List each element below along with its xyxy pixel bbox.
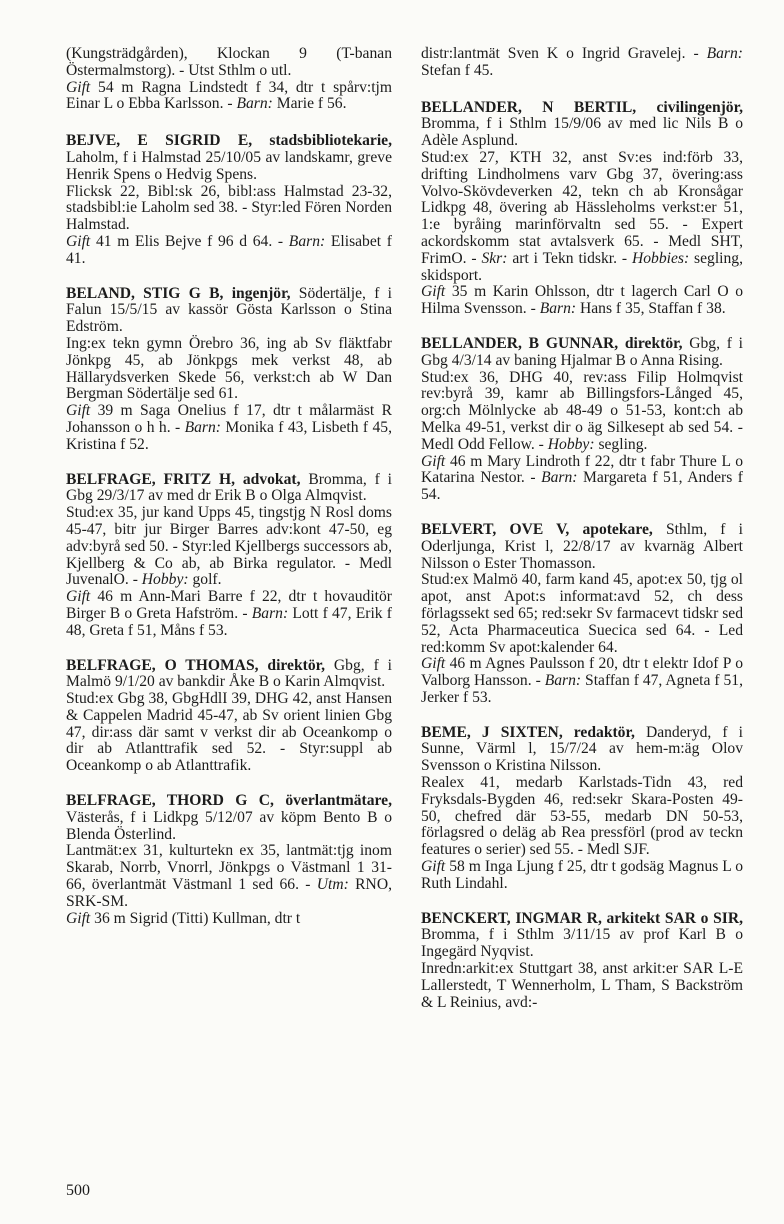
entry-heading: BELLANDER, N BERTIL, civilingenjör, [421,98,743,116]
entry-paragraph: BELFRAGE, FRITZ H, advokat, Bromma, f i Gbg 29/3/17 av med dr Erik B o Olga Almqvist. [66,470,392,505]
entry-heading: BEJVE, E SIGRID E, stadsbibliotekarie, [66,132,392,150]
entry-paragraph: Gift 58 m Inga Ljung f 25, dtr t godsäg Magnus L o Ruth Lindahl. [421,858,743,892]
entry-paragraph: BENCKERT, INGMAR R, arkitekt SAR o SIR, Bromma, f i Sthlm 3/11/15 av prof Karl B o Ingegärd Nyqvist. [421,909,743,961]
biography-entry-bellander-gunnar [421,336,743,504]
entry-heading: BELFRAGE, FRITZ H, advokat, [66,470,301,488]
entry-paragraph: BELLANDER, N BERTIL, civilingenjör, Bromma, f i Sthlm 15/9/06 av med lic Nils B o Adèle Asplund. [421,98,743,150]
entry-paragraph: Gift 46 m Agnes Paulsson f 20, dtr t elektr Idof P o Valborg Hansson. - Barn: Staffan f 47, Agneta f 51, Jerker f 53. [421,655,743,706]
entry-paragraph: Inredn:arkit:ex Stuttgart 38, anst arkit:er SAR L-E Lallerstedt, T Wennerholm, L Tham, S Backström & L Reinius, avd:- [421,960,743,1011]
entry-paragraph: Stud:ex 27, KTH 32, anst Sv:es ind:förb 33, drifting Lindholmens varv Gbg 37, övering:ass Volvo-Skövdeverken 42, tekn ch ab Kronsågar Lidkpg 48, övering ab Hässleholms verkst:er 51, 1:e byråing marinförvaltn sed 55. - Expert ackordskomm stat avtalsverk 65. - Medl SHT, FrimO. - Skr: art i Tekn tidskr. - Hobbies: segling, skidsport. [421,148,744,284]
entry-heading: BELAND, STIG G B, ingenjör, [66,284,291,302]
entry-paragraph: BELFRAGE, O THOMAS, direktör, Gbg, f i Malmö 9/1/20 av bankdir Åke B o Karin Almqvist. [66,656,392,691]
entry-paragraph: Flicksk 22, Bibl:sk 26, bibl:ass Halmstad 23-32, stadsbibl:ie Laholm sed 38. - Styr:led Fören Norden Halmstad. [66,182,392,234]
entry-paragraph: Gift 36 m Sigrid (Titti) Kullman, dtr t [66,909,301,927]
biography-entry-cont [66,46,392,113]
entry-paragraph: Lantmät:ex 31, kulturtekn ex 35, lantmät:tjg inom Skarab, Norrb, Vnorrl, Jönkpgs o Västmanl 1 31-66, överlantmät Västmanl 1 sed 66. - Utm: RNO, SRK-SM. [66,842,392,910]
entry-heading: BELVERT, OVE V, apotekare, [421,520,653,538]
entry-paragraph: Gift 39 m Saga Onelius f 17, dtr t målarmäst R Johansson o h h. - Barn: Monika f 43, Lisbeth f 45, Kristina f 52. [66,402,392,453]
biography-entry-cont-right [421,46,743,80]
biography-entry-beme [421,725,743,893]
entry-paragraph: Gift 54 m Ragna Lindstedt f 34, dtr t spårv:tjm Einar L o Ebba Karlsson. - Barn: Marie f 56. [66,78,392,113]
right-column [421,46,743,1029]
entry-paragraph: Gift 46 m Mary Lindroth f 22, dtr t fabr Thure L o Katarina Nestor. - Barn: Margareta f 51, Anders f 54. [421,452,743,504]
entry-heading: BELLANDER, B GUNNAR, direktör, [421,334,683,352]
entry-paragraph: Stud:ex 35, jur kand Upps 45, tingstjg N Rosl doms 45-47, bitr jur Birger Barres adv:kont 47-50, eg adv:byrå sed 50. - Styr:led Kjellbergs successors ab, Kjellberg & Co ab, ab Birka regulator. - Medl JuvenalO. - Hobby: golf. [66,504,392,589]
entry-paragraph: (Kungsträdgården), Klockan 9 (T-banan Östermalmstorg). - Utst Sthlm o utl. [66,45,392,79]
biography-entry-bellander-bertil [421,100,743,318]
entry-heading: BELFRAGE, THORD G C, överlantmätare, [66,792,392,810]
entry-heading: BELFRAGE, O THOMAS, direktör, [66,656,326,674]
entry-paragraph: Ing:ex tekn gymn Örebro 36, ing ab Sv fläktfabr Jönkpg 45, ab Jönkpgs mek verkst 48, ab Hällarydsverken Skede 56, verkst:ch ab W Dan Bergman Södertälje sed 61. [66,334,392,403]
entry-paragraph: BEJVE, E SIGRID E, stadsbibliotekarie, Laholm, f i Halmstad 25/10/05 av landskamr, greve Henrik Spens o Hedvig Spens. [66,132,392,183]
biography-entry-bejve [66,133,392,267]
biography-entry-belfrage-fritz [66,472,392,640]
entry-paragraph: Gift 46 m Ann-Mari Barre f 22, dtr t hovauditör Birger B o Greta Hafström. - Barn: Lott f 47, Erik f 48, Greta f 51, Måns f 53. [66,588,392,639]
entry-paragraph: Gift 35 m Karin Ohlsson, dtr t lagerch Carl O o Hilma Svensson. - Barn: Hans f 35, Staffan f 38. [421,283,743,318]
page-number: 500 [66,1182,90,1199]
entry-paragraph: BELAND, STIG G B, ingenjör, Södertälje, f i Falun 15/5/15 av kassör Gösta Karlsson o Stina Edström. [66,284,392,336]
biography-entry-belvert [421,522,743,707]
entry-paragraph: Stud:ex Gbg 38, GbgHdlI 39, DHG 42, anst Hansen & Cappelen Madrid 45-47, ab Sv orient linien Gbg 47, dir:ass där samt v verkst dir ab Oceankomp o dir ab Atlanttrafik sed 52. - Styr:suppl ab Oceankomp o ab Atlanttrafik. [66,690,392,775]
left-column [66,46,392,945]
entry-paragraph: Gift 41 m Elis Bejve f 96 d 64. - Barn: Elisabet f 41. [66,232,392,267]
biography-entry-beland [66,286,392,454]
entry-paragraph: BEME, J SIXTEN, redaktör, Danderyd, f i Sunne, Värml l, 15/7/24 av hem-m:äg Olov Svensson o Kristina Nilsson. [421,723,743,775]
entry-heading: BENCKERT, INGMAR R, arkitekt SAR o SIR, [421,909,743,927]
entry-paragraph: Stud:ex 36, DHG 40, rev:ass Filip Holmqvist rev:byrå 39, kamr ab Billingsfors-Långed 45, org:ch Mölnlycke ab 48-49 o 51-53, kont:ch ab Melka 49-51, verkst dir o äg Silkesept ab sed 54. - Medl Odd Fellow. - Hobby: segling. [421,368,743,453]
entry-paragraph: BELLANDER, B GUNNAR, direktör, Gbg, f i Gbg 4/3/14 av baning Hjalmar B o Anna Rising. [421,334,743,369]
entry-paragraph: distr:lantmät Sven K o Ingrid Gravelej. - Barn: Stefan f 45. [421,45,743,79]
entry-paragraph: BELFRAGE, THORD G C, överlantmätare, Västerås, f i Lidkpg 5/12/07 av köpm Bento B o Blenda Österlind. [66,792,392,843]
entry-paragraph: BELVERT, OVE V, apotekare, Sthlm, f i Oderljunga, Krist l, 22/8/17 av kvarnäg Albert Nilsson o Ester Thomasson. [421,520,743,572]
entry-paragraph: Realex 41, medarb Karlstads-Tidn 43, red Fryksdals-Bygden 46, red:sekr Skara-Posten 49-50, chefred där 53-55, medarb DN 50-53, förlagsred o deläg ab Rea pressförl (prod av teckn features o serier) sed 55. - Medl SJF. [421,774,743,859]
biography-entry-benckert [421,911,743,1012]
entry-paragraph: Stud:ex Malmö 40, farm kand 45, apot:ex 50, tjg ol apot, anst Apot:s informat:avd 52, ch dess förlagssekt sed 65; red:sekr Sv farmacevt tidskr sed 52, Acta Pharmaceutica Suecica sed 64. - Led red:komm Sv apot:kalender 64. [421,571,743,656]
entry-heading: BEME, J SIXTEN, redaktör, [421,723,635,741]
biography-entry-belfrage-thord [66,793,392,927]
biography-entry-belfrage-thomas [66,658,392,776]
